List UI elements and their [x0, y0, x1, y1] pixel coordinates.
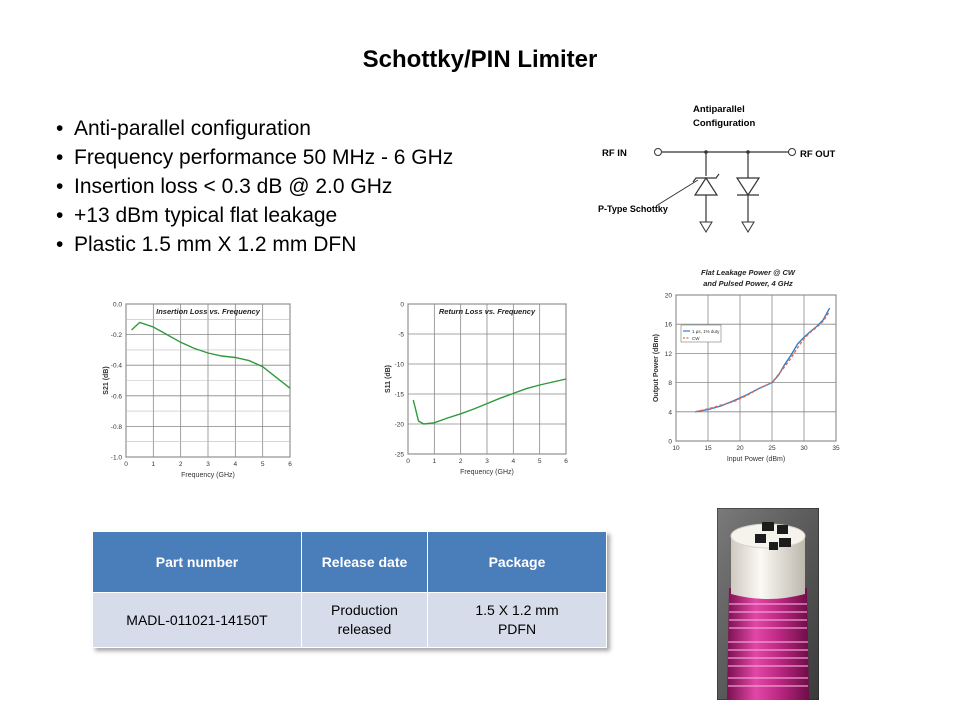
- y-tick-label: 0: [668, 438, 672, 446]
- legend-label: CW: [692, 336, 700, 341]
- x-tick-label: 20: [736, 445, 744, 452]
- y-tick-label: 12: [664, 350, 672, 358]
- bullet-text: Frequency performance 50 MHz - 6 GHz: [74, 146, 454, 169]
- bullet-text: +13 dBm typical flat leakage: [74, 204, 338, 227]
- chart-title-line2: and Pulsed Power, 4 GHz: [703, 279, 793, 288]
- y-tick-label: 4: [668, 409, 672, 417]
- x-tick-label: 6: [564, 458, 568, 465]
- x-tick-label: 6: [288, 461, 292, 468]
- x-tick-label: 10: [672, 445, 680, 452]
- y-tick-label: -15: [394, 391, 404, 399]
- y-tick-label: -0.8: [110, 423, 122, 431]
- bullet-text: Insertion loss < 0.3 dB @ 2.0 GHz: [74, 175, 393, 198]
- y-axis-label: S21 (dB): [103, 366, 110, 395]
- x-axis-label: Frequency (GHz): [181, 472, 235, 479]
- y-tick-label: 0.0: [112, 301, 122, 309]
- bullet-item: • Anti-parallel configuration: [56, 117, 311, 140]
- x-tick-label: 35: [832, 445, 840, 452]
- schematic-title-line2: Configuration: [693, 118, 756, 129]
- bullet-text: Plastic 1.5 mm X 1.2 mm DFN: [74, 233, 357, 256]
- chart-title: Insertion Loss vs. Frequency: [156, 307, 260, 316]
- y-tick-label: 8: [668, 380, 672, 388]
- bullet-item: • Plastic 1.5 mm X 1.2 mm DFN: [56, 233, 357, 256]
- x-tick-label: 1: [432, 458, 437, 465]
- package-line1: 1.5 X 1.2 mm: [475, 602, 559, 618]
- return-loss-chart: [380, 284, 580, 484]
- pin-diode-icon: [737, 152, 759, 232]
- feature-list: [56, 114, 453, 259]
- y-tick-label: -5: [398, 331, 404, 339]
- x-axis-label: Input Power (dBm): [726, 456, 786, 463]
- x-tick-label: 0: [124, 461, 128, 468]
- callout-line: [656, 180, 698, 206]
- insertion-loss-chart: [98, 284, 303, 484]
- chart-title-line1: Flat Leakage Power @ CW: [700, 268, 796, 277]
- x-tick-label: 3: [206, 461, 210, 468]
- rf-in-label: RF IN: [602, 148, 627, 159]
- x-tick-label: 3: [485, 458, 489, 465]
- bullet-item: • +13 dBm typical flat leakage: [56, 204, 338, 227]
- slide-title: Schottky/PIN Limiter: [362, 46, 598, 73]
- x-tick-label: 1: [151, 461, 156, 468]
- part-table: [92, 531, 607, 648]
- y-tick-label: -25: [394, 451, 404, 459]
- chart-title: Return Loss vs. Frequency: [438, 307, 536, 316]
- bullet-text: Anti-parallel configuration: [74, 117, 311, 140]
- x-tick-label: 2: [178, 461, 183, 468]
- rf-in-terminal: [655, 149, 662, 156]
- cell-package: [428, 593, 607, 648]
- x-tick-label: 4: [233, 461, 238, 468]
- package-line2: PDFN: [497, 621, 537, 637]
- x-tick-label: 0: [406, 458, 410, 465]
- flat-leakage-chart: [648, 262, 848, 472]
- x-tick-label: 2: [458, 458, 463, 465]
- antiparallel-schematic: [590, 98, 880, 240]
- table-row: [93, 593, 607, 648]
- junction-dot: [704, 150, 708, 154]
- y-axis-label: Output Power (dBm): [653, 333, 660, 403]
- product-photo: [717, 508, 819, 700]
- schematic-title-line1: Antiparallel: [693, 104, 745, 115]
- release-line2: released: [337, 621, 392, 637]
- table-header-row: [93, 532, 607, 593]
- x-tick-label: 5: [537, 458, 542, 465]
- bullet-item: • Insertion loss < 0.3 dB @ 2.0 GHz: [56, 175, 393, 198]
- header-part-number: Part number: [93, 532, 302, 593]
- x-tick-label: 4: [511, 458, 516, 465]
- schottky-diode-icon: [693, 152, 719, 232]
- cell-part-number: MADL-011021-14150T: [93, 593, 302, 648]
- rf-out-terminal: [789, 149, 796, 156]
- rf-out-label: RF OUT: [800, 149, 836, 160]
- junction-dot: [746, 150, 750, 154]
- y-tick-label: -20: [394, 421, 404, 429]
- release-line1: Production: [331, 602, 398, 618]
- plot-area: [676, 295, 836, 441]
- y-tick-label: -0.6: [110, 393, 122, 401]
- legend-label: 1 µs, 1% duty: [692, 329, 720, 334]
- y-tick-label: -0.4: [110, 362, 122, 370]
- x-tick-label: 5: [260, 461, 265, 468]
- x-tick-label: 30: [800, 445, 808, 452]
- y-tick-label: 20: [664, 292, 672, 300]
- bullet-item: • Frequency performance 50 MHz - 6 GHz: [56, 146, 454, 169]
- header-release-date: Release date: [302, 532, 428, 593]
- y-tick-label: 16: [664, 321, 672, 329]
- x-tick-label: 15: [704, 445, 712, 452]
- header-package: Package: [428, 532, 607, 593]
- y-tick-label: 0: [400, 301, 404, 309]
- y-tick-label: -1.0: [110, 454, 122, 462]
- x-axis-label: Frequency (GHz): [460, 469, 514, 476]
- y-tick-label: -10: [394, 361, 404, 369]
- cell-release-date: [302, 593, 428, 648]
- y-tick-label: -0.2: [110, 332, 122, 340]
- y-axis-label: S11 (dB): [385, 364, 392, 394]
- diode-label: P-Type Schottky: [598, 204, 668, 214]
- x-tick-label: 25: [768, 445, 776, 452]
